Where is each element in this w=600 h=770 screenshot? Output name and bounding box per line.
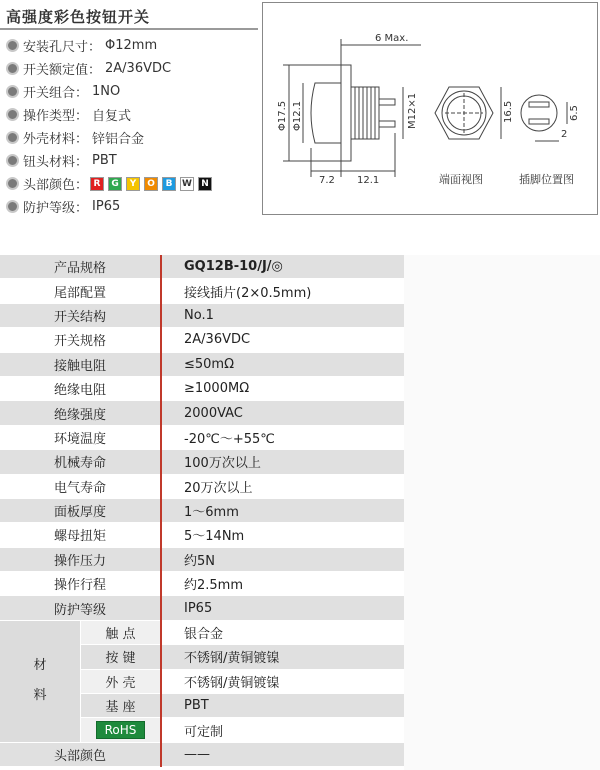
row-name: 环境温度 — [0, 425, 161, 449]
table-row — [0, 742, 404, 766]
pin-view-pin — [529, 102, 549, 107]
spec-label: 头部颜色： — [23, 178, 89, 193]
dim-7-2: 7.2 — [319, 175, 335, 186]
material-name-rohs — [81, 718, 162, 742]
spec-label: 开关组合： — [23, 86, 89, 101]
table-row — [0, 523, 404, 547]
rohs-badge: RoHS — [96, 721, 146, 739]
table-row — [0, 547, 404, 571]
spec-value: Φ12mm — [105, 38, 158, 53]
row-name: 产品规格 — [0, 255, 161, 279]
row-value: 100万次以上 — [161, 450, 404, 474]
row-name: 操作压力 — [0, 547, 161, 571]
row-value: 2A/36VDC — [161, 328, 404, 352]
table-row — [0, 450, 404, 474]
row-name: 机械寿命 — [0, 450, 161, 474]
row-value: 接线插片(2×0.5mm) — [161, 279, 404, 303]
row-name: 电气寿命 — [0, 474, 161, 498]
material-name: 外 壳 — [81, 669, 162, 693]
spec-mounting-hole — [6, 34, 216, 57]
color-chip-red: R — [90, 177, 104, 191]
row-value: 约2.5mm — [161, 572, 404, 596]
material-value: PBT — [161, 694, 404, 718]
bullet-icon — [6, 131, 19, 144]
pin-view-circle — [521, 95, 557, 131]
row-value: 2000VAC — [161, 401, 404, 425]
row-value: -20℃～+55℃ — [161, 425, 404, 449]
row-name: 绝缘强度 — [0, 401, 161, 425]
spec-value: 1NO — [92, 84, 121, 99]
pin-view-pin — [529, 119, 549, 124]
dim-17-5: Φ17.5 — [277, 100, 288, 131]
bullet-icon — [6, 62, 19, 75]
row-value: No.1 — [161, 303, 404, 327]
row-value: —— — [161, 742, 404, 766]
terminal-shape — [379, 99, 395, 105]
button-head-shape — [311, 83, 341, 143]
row-value: ≤50mΩ — [161, 352, 404, 376]
bullet-icon — [6, 154, 19, 167]
table-row — [0, 498, 404, 522]
page-title: 高强度彩色按钮开关 — [6, 8, 151, 26]
color-chip-white: W — [180, 177, 194, 191]
table-row — [0, 303, 404, 327]
row-name: 螺母扭矩 — [0, 523, 161, 547]
pin-view-label: 插脚位置图 — [519, 173, 574, 186]
row-name: 绝缘电阻 — [0, 376, 161, 400]
spec-value: PBT — [92, 153, 117, 168]
drawing-svg — [263, 3, 597, 214]
spec-label: 开关额定值： — [23, 63, 102, 78]
flange-shape — [341, 65, 351, 161]
table-row — [0, 328, 404, 352]
spec-value: 锌铝合金 — [92, 132, 145, 147]
color-chip-blue: B — [162, 177, 176, 191]
spec-label: 钮头材料： — [23, 155, 89, 170]
spec-value: 2A/36VDC — [105, 61, 172, 76]
color-chip-orange: O — [144, 177, 158, 191]
color-chip-yellow: Y — [126, 177, 140, 191]
row-value: GQ12B-10/J/◎ — [161, 255, 404, 279]
spec-housing-material — [6, 126, 216, 149]
bullet-icon — [6, 108, 19, 121]
row-name: 开关结构 — [0, 303, 161, 327]
row-name: 尾部配置 — [0, 279, 161, 303]
material-value: 银合金 — [161, 620, 404, 644]
table-row — [0, 572, 404, 596]
table-row — [0, 425, 404, 449]
table-row — [0, 401, 404, 425]
material-name: 按 键 — [81, 645, 162, 669]
spec-table — [0, 255, 404, 767]
table-row — [0, 279, 404, 303]
row-name: 头部颜色 — [0, 742, 161, 766]
row-value: 约5N — [161, 547, 404, 571]
row-value: IP65 — [161, 596, 404, 620]
bullet-icon — [6, 200, 19, 213]
end-view-label: 端面视图 — [439, 173, 483, 186]
table-row — [0, 376, 404, 400]
spec-rating — [6, 57, 216, 80]
row-name: 防护等级 — [0, 596, 161, 620]
row-value: 20万次以上 — [161, 474, 404, 498]
spec-operation-type — [6, 103, 216, 126]
spec-button-material — [6, 149, 216, 172]
spec-label: 外壳材料： — [23, 132, 89, 147]
spec-protection — [6, 195, 216, 218]
dim-6-5: 6.5 — [569, 105, 580, 121]
title-divider — [0, 28, 258, 30]
spec-combination — [6, 80, 216, 103]
spec-list — [6, 34, 216, 218]
spec-value: IP65 — [92, 199, 121, 214]
row-value: 1～6mm — [161, 498, 404, 522]
material-name: 触 点 — [81, 620, 162, 644]
material-value: 不锈钢/黄铜镀镍 — [161, 669, 404, 693]
color-chip-black: N — [198, 177, 212, 191]
dim-12-1: Φ12.1 — [292, 100, 303, 131]
row-name: 接触电阻 — [0, 352, 161, 376]
dimension-drawing — [262, 2, 598, 215]
row-name: 开关规格 — [0, 328, 161, 352]
row-name: 操作行程 — [0, 572, 161, 596]
dim-12-1-length: 12.1 — [357, 175, 380, 186]
row-value: 5～14Nm — [161, 523, 404, 547]
color-chip-green: G — [108, 177, 122, 191]
table-row — [0, 352, 404, 376]
bullet-icon — [6, 85, 19, 98]
row-value: ≥1000MΩ — [161, 376, 404, 400]
dim-m12: M12×1 — [407, 92, 418, 129]
spec-value: 自复式 — [92, 109, 132, 124]
spec-label: 防护等级： — [23, 201, 89, 216]
spec-head-color — [6, 172, 216, 195]
material-value: 可定制 — [161, 718, 404, 742]
dim-2: 2 — [561, 129, 568, 140]
dim-max: 6 Max. — [375, 33, 409, 44]
dim-16-5: 16.5 — [503, 100, 514, 123]
table-row — [0, 474, 404, 498]
material-name: 基 座 — [81, 694, 162, 718]
spec-label: 操作类型： — [23, 109, 89, 124]
table-row — [0, 596, 404, 620]
bullet-icon — [6, 39, 19, 52]
material-group-text: 材料 — [33, 658, 47, 704]
table-row — [0, 255, 404, 279]
bullet-icon — [6, 177, 19, 190]
material-group-label — [0, 620, 81, 742]
material-row — [0, 620, 404, 644]
watermark-area — [404, 255, 600, 770]
material-value: 不锈钢/黄铜镀镍 — [161, 645, 404, 669]
row-name: 面板厚度 — [0, 498, 161, 522]
terminal-shape — [379, 121, 395, 127]
spec-label: 安装孔尺寸： — [23, 40, 102, 55]
